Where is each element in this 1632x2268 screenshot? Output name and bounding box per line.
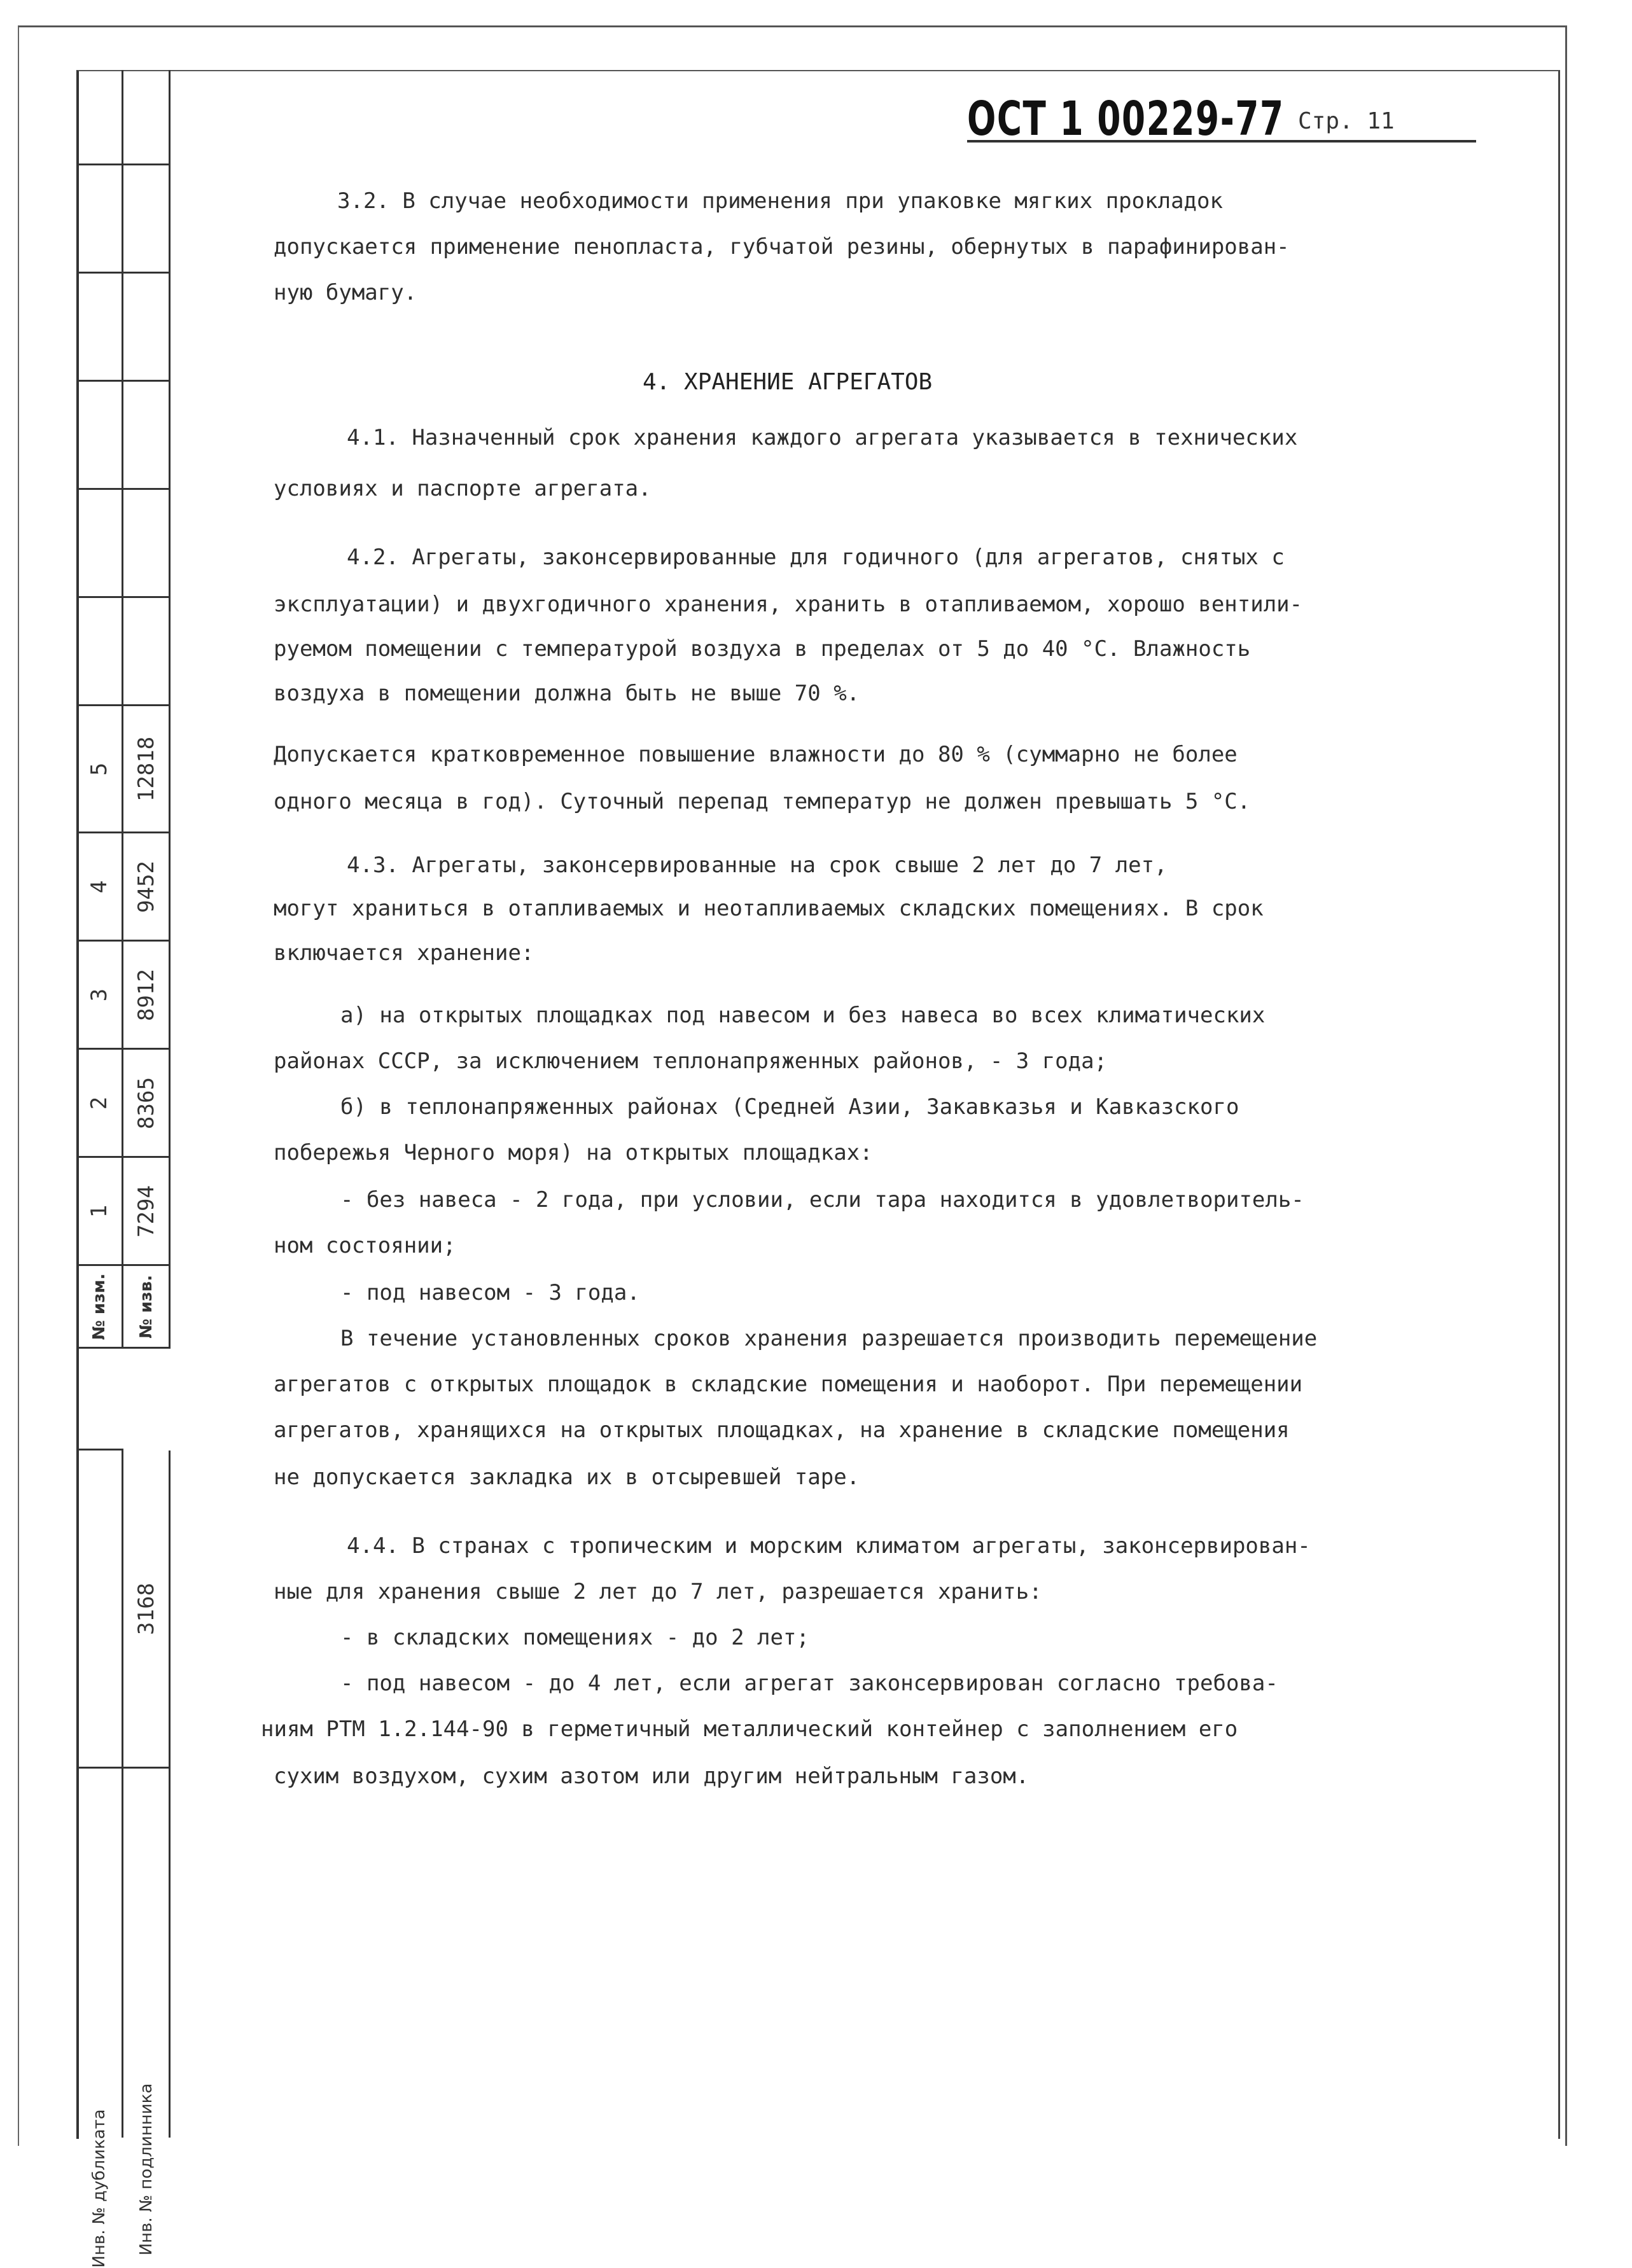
body-line: - под навесом - до 4 лет, если агрегат законсервирован согласно требова- bbox=[340, 1671, 1278, 1696]
notice-no-cell bbox=[123, 706, 171, 833]
body-line: - в складских помещениях - до 2 лет; bbox=[340, 1625, 809, 1650]
body-line: 4.1. Назначенный срок хранения каждого агрегата указывается в технических bbox=[347, 425, 1298, 450]
original-inv-label: Инв. № подлинника bbox=[136, 2083, 156, 2256]
margin-empty-cell bbox=[76, 382, 123, 490]
margin-empty-cell bbox=[76, 165, 123, 274]
margin-empty-cell bbox=[123, 165, 171, 274]
margin-empty-cell bbox=[76, 598, 123, 706]
body-line: одного месяца в год). Суточный перепад температур не должен превышать 5 °С. bbox=[274, 789, 1251, 814]
margin-stamp-column bbox=[76, 70, 171, 2268]
revision-no-cell bbox=[76, 1050, 123, 1158]
revision-no: 3 bbox=[86, 988, 112, 1001]
body-line: условиях и паспорте агрегата. bbox=[274, 476, 652, 501]
revision-no-cell bbox=[76, 942, 123, 1050]
section-title: 4. ХРАНЕНИЕ АГРЕГАТОВ bbox=[643, 369, 933, 395]
original-inv-value: 3168 bbox=[133, 1582, 159, 1635]
revision-no-cell bbox=[76, 1158, 123, 1266]
body-line: ниям РТМ 1.2.144-90 в герметичный металлический контейнер с заполнением его bbox=[261, 1716, 1238, 1742]
notice-label-cell bbox=[123, 1266, 171, 1349]
body-line: 4.3. Агрегаты, законсервированные на срок свыше 2 лет до 7 лет, bbox=[347, 852, 1168, 878]
margin-empty-cell bbox=[123, 382, 171, 490]
margin-empty-cell bbox=[76, 274, 123, 382]
notice-no-cell bbox=[123, 942, 171, 1050]
body-line: Допускается кратковременное повышение влажности до 80 % (суммарно не более bbox=[274, 742, 1238, 767]
revision-no: 5 bbox=[86, 762, 112, 776]
notice-no: 8912 bbox=[133, 968, 159, 1021]
margin-empty-cell bbox=[76, 490, 123, 598]
original-inv-label-cell bbox=[123, 1769, 171, 2256]
notice-no: 8365 bbox=[133, 1076, 159, 1129]
revision-label-cell bbox=[76, 1266, 123, 1349]
margin-empty-cell bbox=[123, 70, 171, 165]
body-line: ном состоянии; bbox=[274, 1233, 456, 1258]
notice-no-cell bbox=[123, 1158, 171, 1266]
notice-no-cell bbox=[123, 1050, 171, 1158]
notice-no: 7294 bbox=[133, 1185, 159, 1237]
document-code: ОСТ 1 00229-77 bbox=[967, 92, 1285, 146]
body-line: 3.2. В случае необходимости применения при упаковке мягких прокладок bbox=[337, 188, 1223, 214]
notice-no: 9452 bbox=[133, 860, 159, 913]
revision-no: 1 bbox=[86, 1204, 112, 1218]
margin-empty-cell bbox=[76, 70, 123, 165]
body-line: агрегатов с открытых площадок в складские помещения и наоборот. При перемещении bbox=[274, 1372, 1303, 1397]
body-line: ную бумагу. bbox=[274, 280, 417, 305]
body-line: допускается применение пенопласта, губчатой резины, обернутых в парафинирован- bbox=[274, 234, 1290, 260]
revision-no: 2 bbox=[86, 1096, 112, 1110]
body-line: ные для хранения свыше 2 лет до 7 лет, разрешается хранить: bbox=[274, 1579, 1042, 1604]
margin-empty-cell bbox=[123, 490, 171, 598]
body-line: - под навесом - 3 года. bbox=[340, 1280, 640, 1305]
revision-no-cell bbox=[76, 706, 123, 833]
duplicate-inv-label: Инв. № дубликата bbox=[89, 2109, 109, 2268]
notice-no: 12818 bbox=[133, 736, 159, 802]
margin-empty-cell bbox=[123, 598, 171, 706]
duplicate-inv-value-cell bbox=[76, 1451, 123, 1769]
body-line: - без навеса - 2 года, при условии, если тара находится в удовлетворитель- bbox=[340, 1187, 1304, 1213]
margin-gap bbox=[76, 1349, 123, 1451]
body-line: 4.2. Агрегаты, законсервированные для годичного (для агрегатов, снятых с bbox=[347, 545, 1285, 570]
margin-empty-cell bbox=[123, 274, 171, 382]
page-number: Стр. 11 bbox=[1298, 108, 1395, 134]
body-line: руемом помещении с температурой воздуха в пределах от 5 до 40 °С. Влажность bbox=[274, 636, 1251, 662]
body-line: б) в теплонапряженных районах (Средней Азии, Закавказья и Кавказского bbox=[340, 1094, 1239, 1120]
body-line: районах СССР, за исключением теплонапряженных районов, - 3 года; bbox=[274, 1048, 1108, 1074]
revision-no: 4 bbox=[86, 880, 112, 893]
body-line: могут храниться в отапливаемых и неотапливаемых складских помещениях. В срок bbox=[274, 896, 1264, 921]
duplicate-inv-label-cell bbox=[76, 1769, 123, 2268]
body-line: воздуха в помещении должна быть не выше 70 %. bbox=[274, 681, 860, 706]
revision-no-cell bbox=[76, 833, 123, 942]
body-line: не допускается закладка их в отсыревшей таре. bbox=[274, 1464, 860, 1490]
revision-label: № изм. bbox=[89, 1273, 109, 1340]
original-inv-value-cell bbox=[123, 1451, 171, 1769]
body-line: агрегатов, хранящихся на открытых площадках, на хранение в складские помещения bbox=[274, 1417, 1290, 1443]
body-line: включается хранение: bbox=[274, 940, 534, 966]
notice-no-cell bbox=[123, 833, 171, 942]
body-line: сухим воздухом, сухим азотом или другим нейтральным газом. bbox=[274, 1764, 1029, 1789]
body-line: побережья Черного моря) на открытых площадках: bbox=[274, 1140, 873, 1165]
body-line: В течение установленных сроков хранения разрешается производить перемещение bbox=[340, 1326, 1318, 1351]
document-header bbox=[967, 89, 1476, 146]
notice-label: № изв. bbox=[136, 1274, 156, 1339]
body-line: а) на открытых площадках под навесом и без навеса во всех климатических bbox=[340, 1003, 1266, 1028]
body-line: 4.4. В странах с тропическим и морским климатом агрегаты, законсервирован- bbox=[347, 1533, 1311, 1559]
body-line: эксплуатации) и двухгодичного хранения, хранить в отапливаемом, хорошо вентили- bbox=[274, 592, 1303, 617]
